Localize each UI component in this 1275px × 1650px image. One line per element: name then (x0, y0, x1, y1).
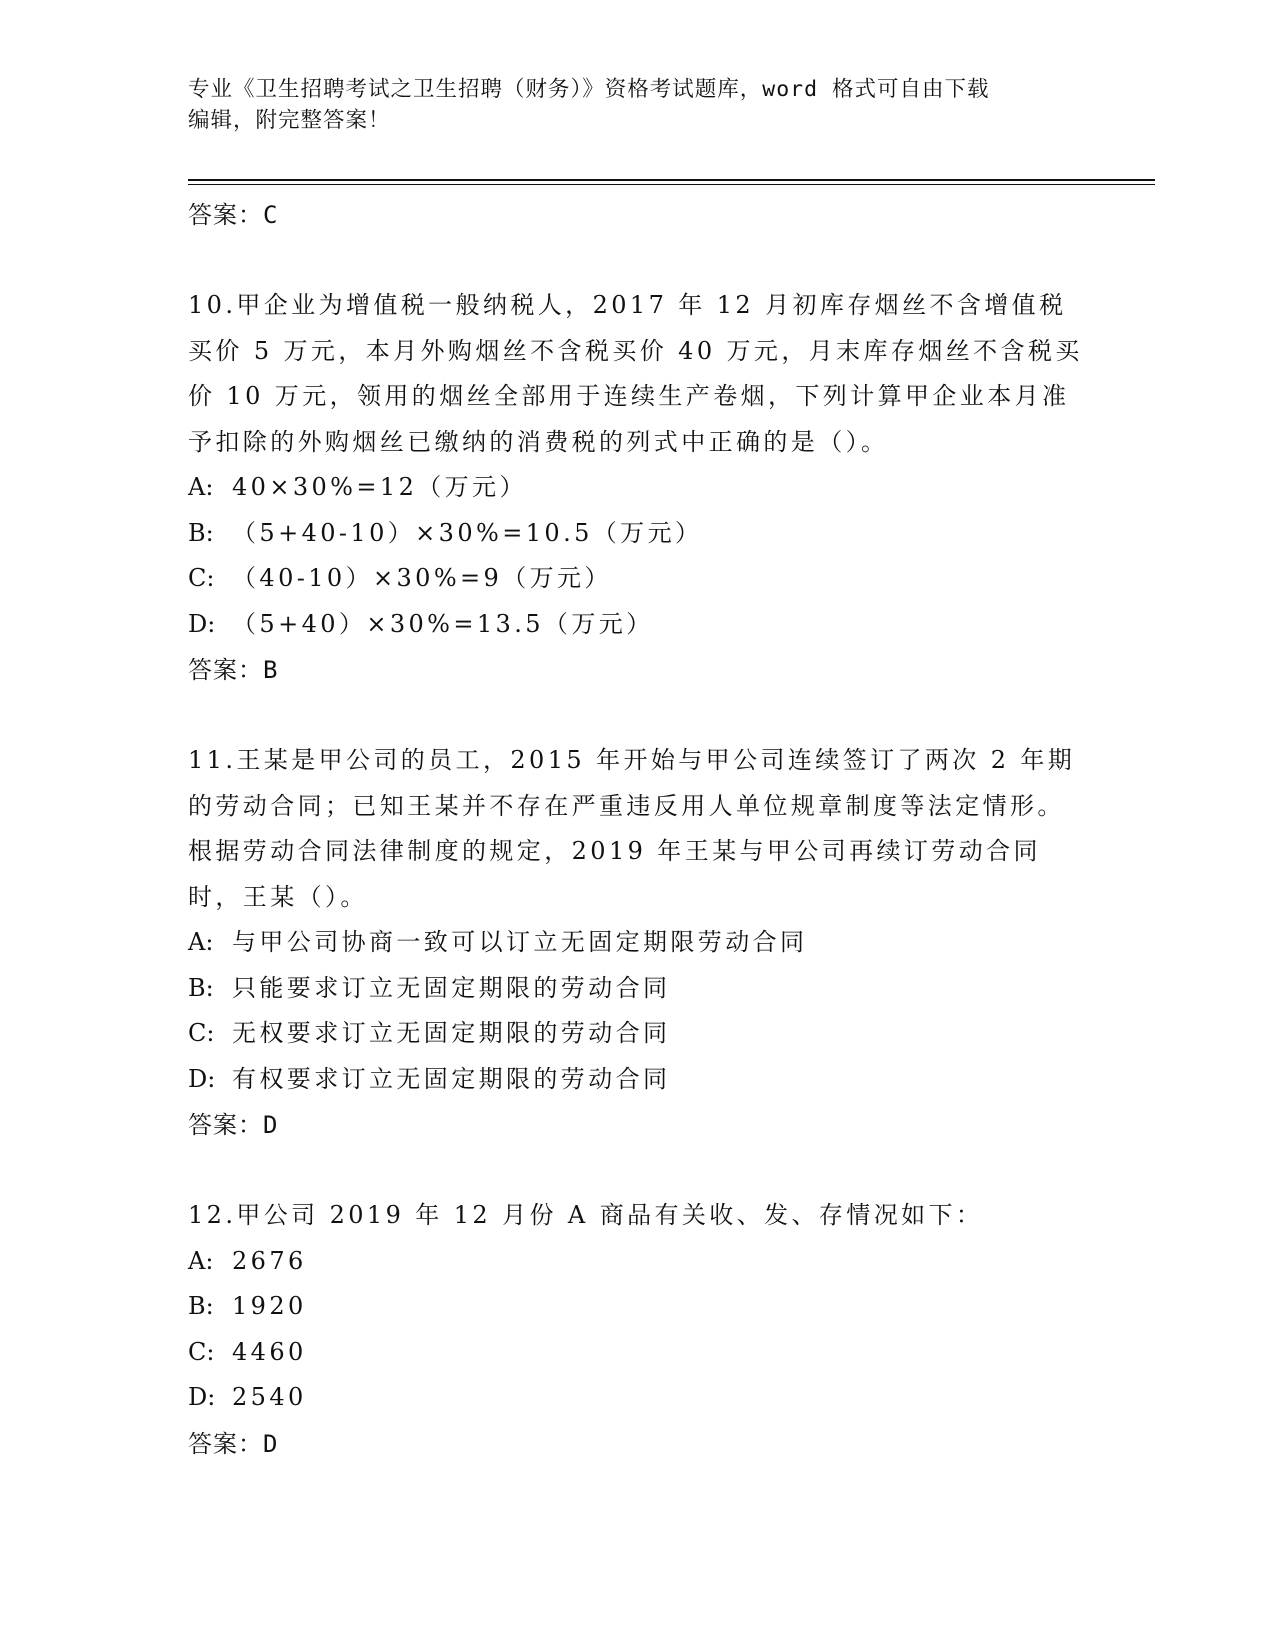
option-text: 2540 (232, 1383, 307, 1411)
header-divider-thick (188, 179, 1155, 181)
option-letter: D: (188, 609, 216, 638)
option-text: 4460 (232, 1337, 307, 1366)
question-stem: 12.甲公司 2019 年 12 月份 A 商品有关收、发、存情况如下： (188, 1201, 984, 1229)
header-line-1: 专业《卫生招聘考试之卫生招聘（财务）》资格考试题库，word 格式可自由下载 (188, 77, 990, 102)
option-a (188, 1239, 1088, 1285)
question-answer: 答案：D (188, 1429, 279, 1458)
option-letter: A: (188, 473, 214, 501)
question-11 (188, 738, 1088, 1148)
option-letter: C: (188, 564, 215, 592)
question-answer: 答案：B (188, 656, 279, 684)
option-b (188, 966, 1088, 1012)
option-c (188, 1330, 1088, 1376)
option-text: 2676 (232, 1246, 307, 1275)
option-b (188, 1284, 1088, 1330)
option-d (188, 1057, 1088, 1103)
option-text: （5+40-10）×30%=10.5（万元） (232, 518, 703, 547)
question-answer: 答案：D (188, 1111, 279, 1139)
option-letter: A: (188, 1246, 214, 1275)
option-text: 只能要求订立无固定期限的劳动合同 (232, 973, 671, 1002)
document-header (188, 74, 1088, 136)
option-letter: D: (188, 1064, 216, 1093)
question-list (188, 192, 1088, 1467)
option-text: 40×30%=12（万元） (232, 473, 527, 501)
question-stem: 10.甲企业为增值税一般纳税人，2017 年 12 月初库存烟丝不含增值税买价 5 万元，本月外购烟丝不含税买价 40 万元，月末库存烟丝不含税买价 10 万元，领用的烟丝全部用于连续生产卷烟，下列计算甲企业本月准予扣除的外购烟丝已缴纳的消费税的列式中正确的是（）。 (188, 291, 1083, 456)
option-letter: B: (188, 1292, 214, 1320)
option-c (188, 1011, 1088, 1057)
option-d (188, 1375, 1088, 1421)
option-text: （40-10）×30%=9（万元） (232, 564, 612, 592)
option-text: 无权要求订立无固定期限的劳动合同 (232, 1019, 671, 1047)
option-letter: D: (188, 1383, 216, 1411)
option-b (188, 511, 1088, 557)
option-text: 与甲公司协商一致可以订立无固定期限劳动合同 (232, 928, 808, 956)
option-text: 1920 (232, 1292, 307, 1320)
option-letter: B: (188, 518, 214, 547)
option-d (188, 602, 1088, 648)
option-letter: C: (188, 1337, 215, 1366)
option-text: 有权要求订立无固定期限的劳动合同 (232, 1064, 671, 1093)
option-a (188, 465, 1088, 511)
option-letter: A: (188, 928, 214, 956)
header-divider-thin (188, 184, 1155, 185)
option-letter: C: (188, 1019, 215, 1047)
previous-answer: 答案：C (188, 201, 279, 229)
header-line-2: 编辑，附完整答案！ (188, 108, 391, 133)
question-stem: 11.王某是甲公司的员工，2015 年开始与甲公司连续签订了两次 2 年期的劳动合同；已知王某并不存在严重违反用人单位规章制度等法定情形。根据劳动合同法律制度的规定，2019 年王某与甲公司再续订劳动合同时，王某（）。 (188, 746, 1076, 911)
option-letter: B: (188, 973, 214, 1002)
option-a (188, 920, 1088, 966)
spacer (188, 693, 1088, 738)
option-c (188, 556, 1088, 602)
spacer (188, 1148, 1088, 1193)
option-text: （5+40）×30%=13.5（万元） (232, 609, 654, 638)
question-10 (188, 283, 1088, 693)
spacer (188, 238, 1088, 283)
question-12 (188, 1193, 1088, 1467)
